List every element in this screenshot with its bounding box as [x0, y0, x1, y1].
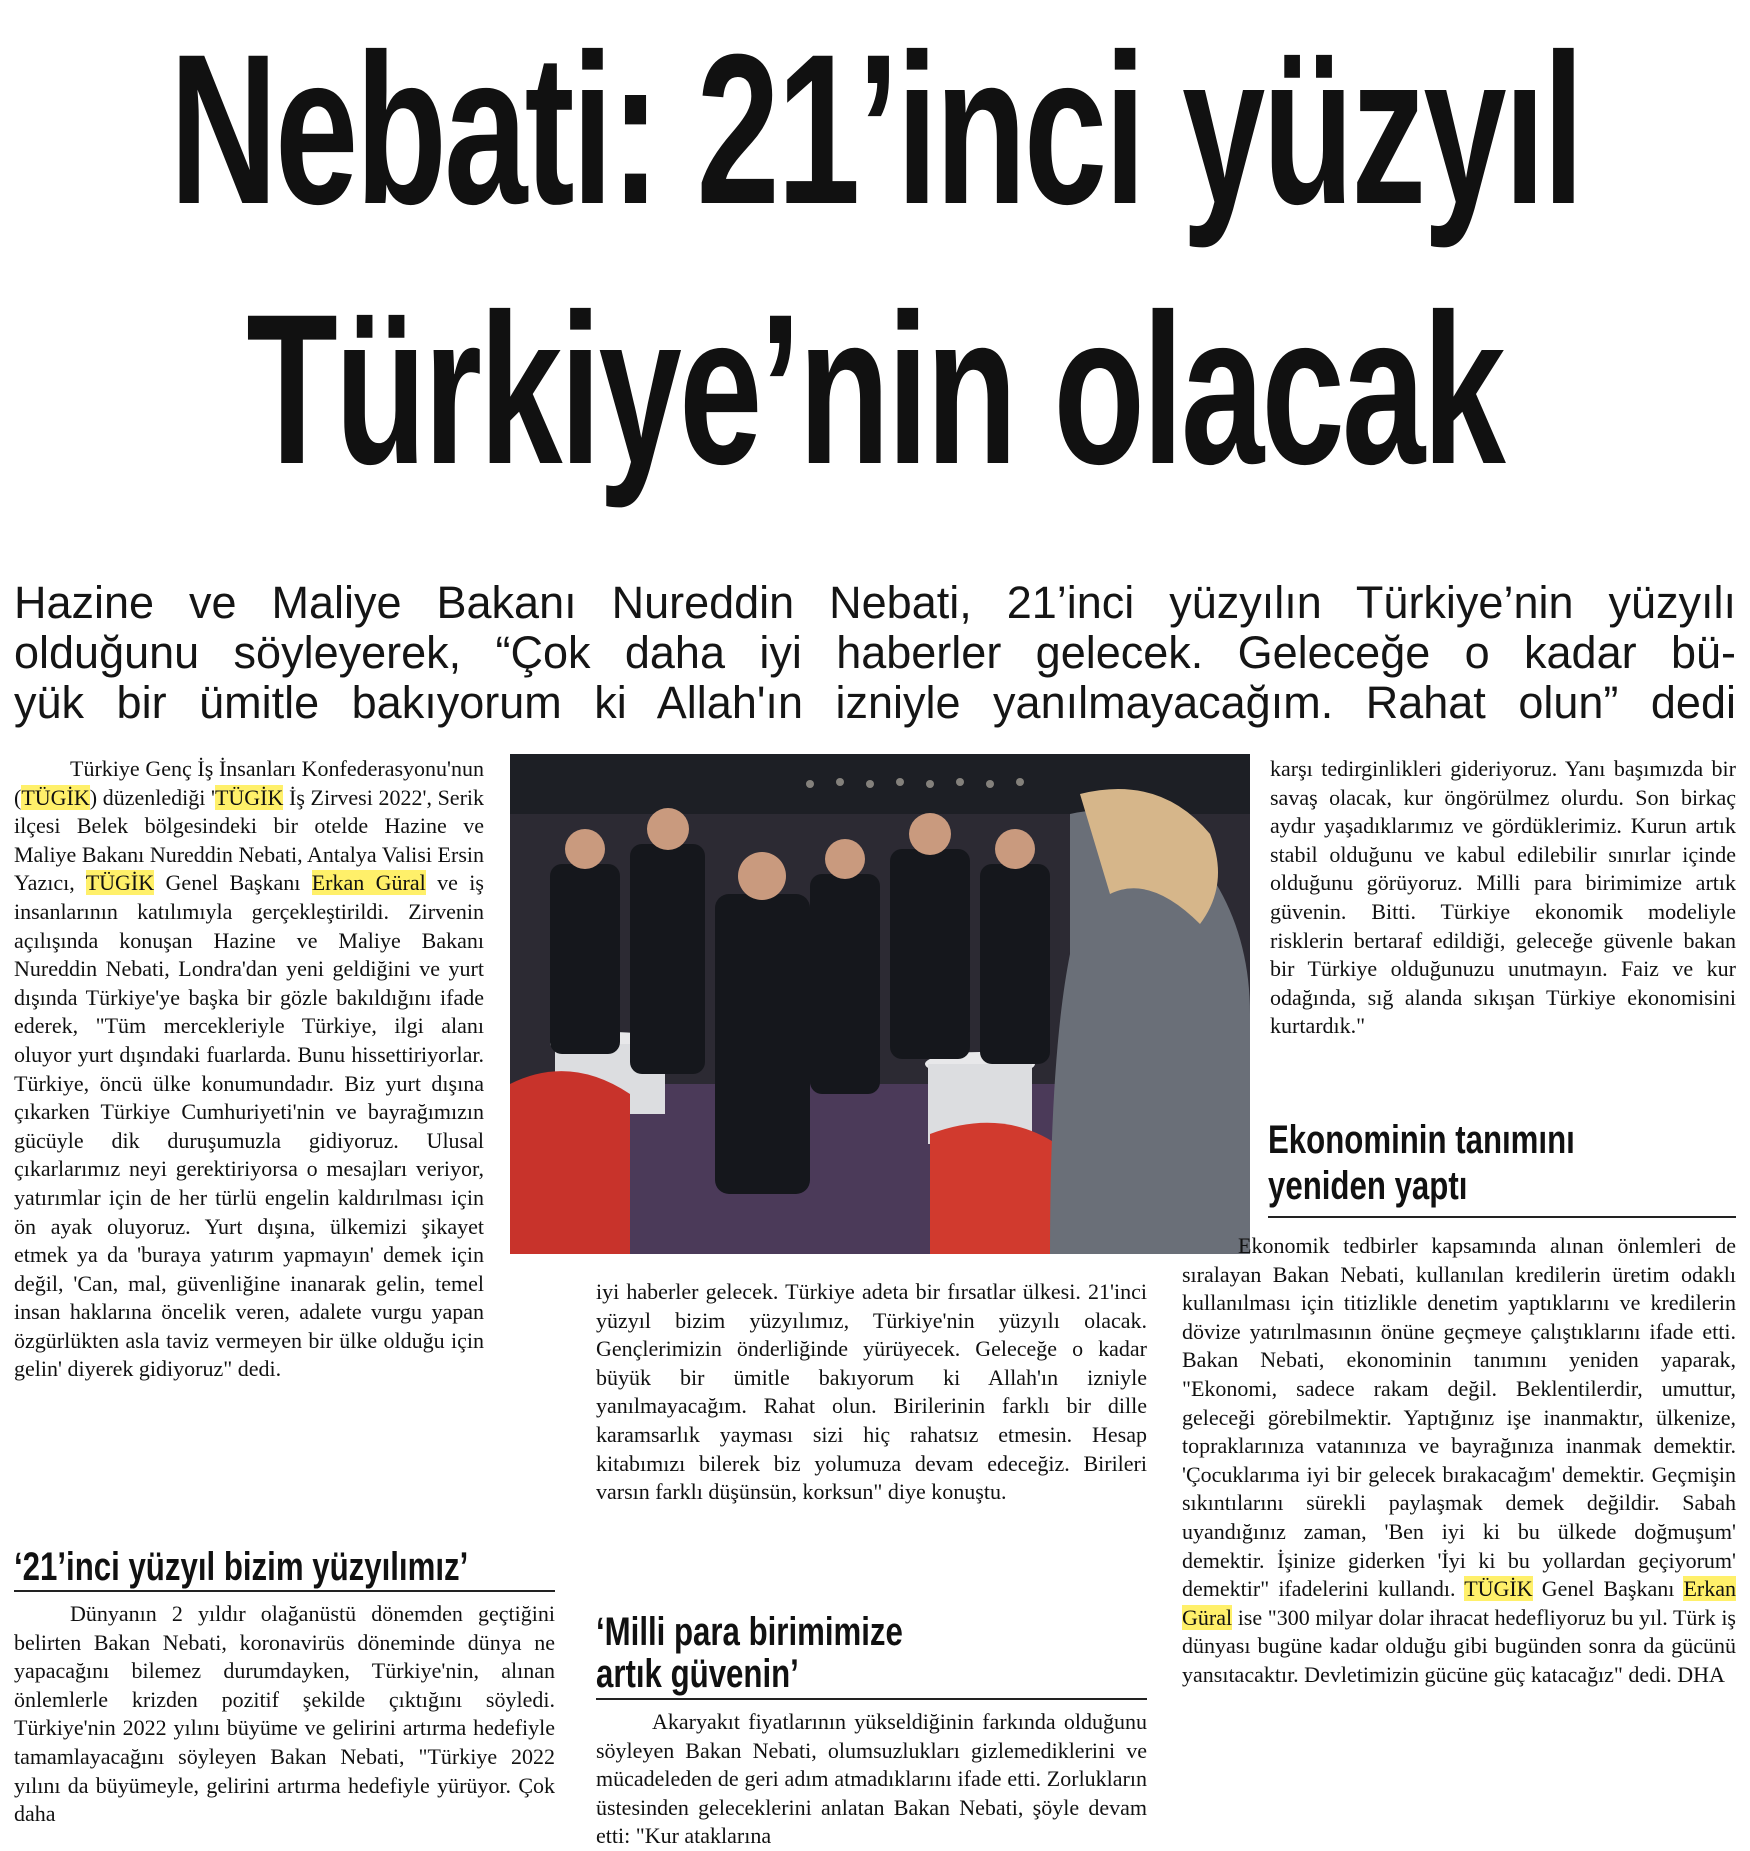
paragraph: karşı tedirginlikleri gideriyoruz. Yanı başımızda bir savaş olacak, kur öngörülmez olurdu. Son birkaç aydır yaşadıklarımız ve gördüklerimiz. Kurun artık stabil olduğunu ve kabul edilebilir sınırlar içinde olduğunu görüyoruz. Milli para birimimize artık güvenin. Bitti. Türkiye ekonomik modeliyle risklerin bertaraf edildiği, geleceğe güvenle bakan bir Türkiye olduğunuzu unutmayın. Faiz ve kur odağında, sığ alanda sıkışan Türkiye ekonomisini kurtardık."	[1270, 756, 1736, 1039]
subhead-rule	[596, 1698, 1147, 1700]
text-segment: Türkiye Genç İş İnsanları Konfederasyonu'nun (	[14, 756, 484, 810]
paragraph	[14, 755, 484, 1384]
text-segment: ise "300 milyar dolar ihracat hedefliyoruz bu yıl. Türk iş dünyası bugüne kadar olduğu gibi bugünden sonra da gücünü yansıtacaktır. Devletimizin gücüne güç katacağız" dedi. DHA	[1182, 1604, 1736, 1687]
headline-line-2: Türkiye’nin olacak	[246, 270, 1504, 509]
highlight-erkan-gural: Erkan Güral	[311, 870, 426, 896]
deck	[14, 578, 1736, 728]
deck-line-2: olduğunu söyleyerek, “Çok daha iyi haberler gelecek. Geleceğe o kadar bü-	[14, 627, 1736, 678]
text-segment: Genel Başkanı	[154, 870, 312, 896]
text-segment: İş Zirvesi 2022', Serik ilçesi Belek bölgesindeki bir otelde Hazine ve Maliye Bakanı Nureddin Nebati, Antalya Valisi Ersin Yazıcı,	[14, 784, 485, 896]
subhead-milli-para-line-2: artık güvenin’	[596, 1652, 799, 1696]
subhead-milli-para-line-1: ‘Milli para birimimize	[596, 1610, 903, 1654]
article-column-1-intro	[14, 755, 484, 1384]
subhead-ekonominin-line-2: yeniden yaptı	[1268, 1164, 1468, 1208]
deck-line-1: Hazine ve Maliye Bakanı Nureddin Nebati, 21’inci yüzyılın Türkiye’nin yüzyılı	[14, 577, 1736, 628]
highlight-tugik: TÜGİK	[1464, 1576, 1533, 1602]
article-column-3-bottom	[1182, 1232, 1736, 1690]
paragraph: iyi haberler gelecek. Türkiye adeta bir fırsatlar ülkesi. 21'inci yüzyıl bizim yüzyılımız, Türkiye'nin yüzyılı olacak. Gençlerimizin önderliğinde yürüyecek. Geleceğe o kadar büyük bir ümitle bakıyorum ki Allah'ın izniyle yanılmayacağım. Rahat olun. Birilerinin farklı bir dille karamsarlık yayması sizi hiç rahatsız etmesin. Hesap kitabımızı bilerek biz yolumuza devam edeceğiz. Birileri varsın farklı düşünsün, korksun" diye konuştu.	[596, 1279, 1147, 1505]
paragraph: Akaryakıt fiyatlarının yükseldiğinin farkında olduğunu söyleyen Bakan Nebati, olumsuzlukları gizlemediklerini ve mücadeleden de geri adım atmadıklarını ifade etti. Zorlukların üstesinden geleceklerini anlatan Bakan Nebati, şöyle devam etti: "Kur ataklarına	[596, 1709, 1147, 1849]
subhead-rule	[14, 1590, 555, 1592]
headline-line-1: Nebati: 21’inci yüzyıl	[169, 10, 1581, 249]
event-photo-illustration	[510, 754, 1250, 1254]
article-column-1-second	[14, 1600, 555, 1829]
event-photo	[510, 754, 1250, 1254]
article-column-2-top	[596, 1278, 1147, 1507]
text-segment: ) düzenlediği '	[89, 784, 215, 810]
article-column-2-bottom	[596, 1708, 1147, 1851]
headline	[0, 0, 1750, 560]
text-segment: Ekonomik tedbirler kapsamında alınan önlemleri de sıralayan Bakan Nebati, kullanılan kredilerin üretim odaklı kullanılması için titizlikle denetim yaptıklarını ve kredilerin dövize yatırılmasının önüne geçmeye çalıştıklarını ifade etti. Bakan Nebati, ekonominin tanımını yeniden yaparak, "Ekonomi, sadece rakam değil. Beklentilerdir, umuttur, geleceği görebilmektir. Yaptığınız işe inanmaktır, ülkenize, topraklarınıza vatanınıza ve bayrağınıza inanmak demektir. 'Çocuklarıma iyi bir gelecek bırakacağım' demektir. Geçmişin sıkıntılarını sürekli paylaşmak demek değildir. Sabah uyandığınız zaman, 'Ben iyi ki bu ülkede doğmuşum' demektir. İşinize giderken 'İyi ki bu yollardan geçiyorum' demektir" ifadelerini kullandı.	[1182, 1233, 1736, 1602]
highlight-tugik: TÜGİK	[214, 784, 284, 810]
highlight-tugik: TÜGİK	[85, 870, 155, 896]
highlight-erkan-gural: Erkan Güral	[1182, 1576, 1736, 1630]
text-segment: ve iş insanlarının katılımıyla gerçekleştirildi. Zirvenin açılışında konuşan Hazine ve Maliye Bakanı Nureddin Nebati, Londra'dan yeni geldiğini ve yurt dışında Türkiye'ye başka bir gözle bakıldığını ifade ederek, "Tüm mercekleriyle Türkiye, ilgi alanı oluyor yurt dışındaki fuarlarda. Bunu hissettiriyorlar. Türkiye, öncü ülke konumundadır. Biz yurt dışına çıkarken Türkiye Cumhuriyeti'nin ve bayrağımızın gücüyle dik duruşumuzla gidiyoruz. Ulusal çıkarlarımız neyi gerektiriyorsa o mesajları veriyor, yatırımlar için de her türlü engelin kaldırılması için ön ayak oluyoruz. Yurt dışına, ülkemizi şikayet etmek ya da 'buraya yatırım yapmayın' demek için değil, 'Can, mal, güvenliğine inanarak gelin, temel insan haklarına öncelik veren, adalete vurgu yapan özgürlükten asla taviz vermeyen bir ülke olduğu için gelin' diyerek gidiyoruz" dedi.	[14, 870, 484, 1382]
subhead-ekonominin-line-1: Ekonominin tanımını	[1268, 1118, 1575, 1162]
paragraph: Dünyanın 2 yıldır olağanüstü dönemden geçtiğini belirten Bakan Nebati, koronavirüs döneminde dünya ne yapacağını bilemez durumdayken, Türkiye'nin, alınan önlemlerle krizden pozitif şekilde çıktığını söyledi. Türkiye'nin 2022 yılını büyüme ve gelirini artırma hedefiyle tamamlayacağını söyleyen Bakan Nebati, "Türkiye 2022 yılını da büyümeyle, gelirini artırma hedefiyle yürüyor. Çok daha	[14, 1601, 555, 1827]
deck-line-3: yük bir ümitle bakıyorum ki Allah'ın izniyle yanılmayacağım. Rahat olun” dedi	[14, 677, 1736, 728]
subhead-rule	[1268, 1216, 1736, 1218]
subhead-21inci-yuzyil: ‘21’inci yüzyıl bizim yüzyılımız’	[14, 1545, 469, 1589]
paragraph	[1182, 1232, 1736, 1690]
text-segment: Genel Başkanı	[1532, 1576, 1684, 1602]
article-column-3-top	[1270, 755, 1736, 1041]
highlight-tugik: TÜGİK	[21, 784, 90, 810]
